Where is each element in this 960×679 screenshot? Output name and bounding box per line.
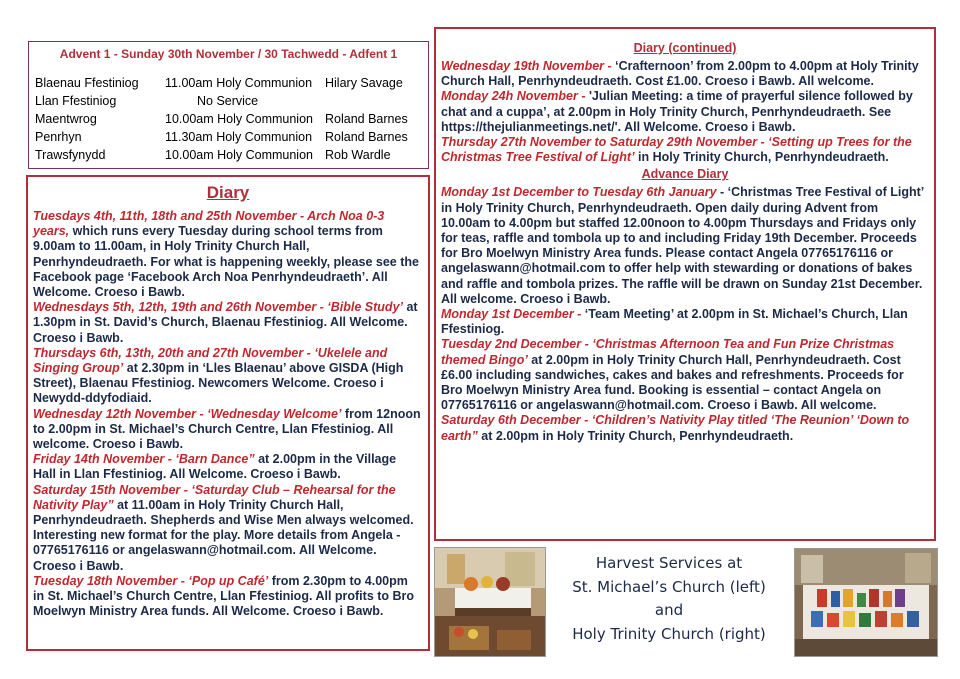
harvest-line: Harvest Services at [595,554,743,572]
entry-text: at 2.00pm in Holy Trinity Church, Penrhyndeudraeth. [477,428,794,443]
entry-heading: Tuesday 18th November - ‘Pop up Café’ [33,573,269,588]
harvest-caption [549,552,789,646]
entry-heading: Friday 14th November - ‘Barn Dance” [33,452,255,467]
harvest-photo-right-image [795,549,937,656]
advent-place: Blaenau Ffestiniog [35,76,139,90]
diary-box [26,175,430,651]
advent-place: Maentwrog [35,112,97,126]
advance-diary-title: Advance Diary [641,167,729,182]
advent-title: Advent 1 - Sunday 30th November / 30 Tachwedd - Adfent 1 [59,47,398,61]
diary-entry [441,307,928,337]
harvest-photo-left-image [435,548,545,656]
entry-text: - ‘Christmas Tree Festival of Light’ in Holy Trinity Church, Penrhyndeudraeth. Open daily during Advent from 10.00am to 4.00pm but staffed 12.00noon to 4.00pm Thursdays and Fridays only for teas, raffle and tombola up to and including Friday 19th December. Proceeds for Bro Moelwyn Ministry Area funds. Please contact Angela 07765176116 or angelaswann@hotmail.com to offer help with stewarding or donations of bakes and raffle and tombola prizes. The raffle will be drawn on Sunday 21st December. All welcome. Croeso i Bawb. [441,185,924,306]
entry-text: in Holy Trinity Church, Penrhyndeudraeth. [634,150,889,165]
advent-service: 11.00am Holy Communion [165,76,313,90]
entry-text: ‘Team Meeting’ at 2.00pm in St. Michael’s Church, Llan Ffestiniog. [441,307,908,337]
entry-text: at 11.00am in Holy Trinity Church Hall, Penrhyndeudraeth. Shepherds and Wise Men always welcomed. Interesting new format for the play. More details from Angela - 07765176116 or angelaswann@hotmail.com. All Welcome. Croeso i Bawb. [33,497,414,573]
entry-heading: Saturday 15th November - ‘Saturday Club – Rehearsal for the Nativity Play” [33,482,396,512]
advent-row [35,112,425,130]
advent-service: 11.30am Holy Communion [165,130,313,144]
advent-row [35,94,425,112]
advent-place: Penrhyn [35,130,82,144]
advent-row [35,148,425,166]
entry-heading: Wednesdays 5th, 12th, 19th and 26th November - ‘Bible Study’ [33,300,403,315]
diary-entry [33,483,422,574]
diary-entry [441,59,928,89]
diary-title: Diary [206,183,250,202]
harvest-line: and [654,601,684,619]
advent-services-table [35,76,425,166]
diary-entry [33,407,422,453]
holy-trinity-harvest-photo [794,548,938,657]
diary-entry [441,89,928,135]
diary-continued-title: Diary (continued) [633,41,737,55]
diary-entry [441,135,928,165]
entry-heading: Thursdays 6th, 13th, 20th and 27th November - ‘Ukelele and Singing Group’ [33,345,388,376]
advent-minister: Hilary Savage [325,76,403,90]
harvest-line: Holy Trinity Church (right) [572,624,766,643]
entry-heading: Monday 24h November - [441,89,586,104]
entry-heading: Thursday 27th November to Saturday 29th November - ‘Setting up Trees for the Christmas Tree Festival of Light’ [441,135,912,165]
advent-place: Trawsfynydd [35,148,106,162]
advent-row [35,130,425,148]
diary-continued-box [434,27,936,541]
diary-entry [441,185,928,307]
diary-entry [441,337,928,413]
diary-entry [33,574,422,620]
harvest-line: St. Michael’s Church (left) [572,577,766,596]
entry-text: at 1.30pm in St. David’s Church, Blaenau Ffestiniog. All Welcome. Croeso i Bawb. [33,300,418,345]
advent-services-box [28,41,429,169]
entry-text: from 2.30pm to 4.00pm in St. Michael’s Church Centre, Llan Ffestiniog. All profits to Bro Moelwyn Ministry Area funds. All Welcome. Croeso i Bawb. [33,573,415,619]
diary-entry [33,452,422,482]
entry-text: from 12noon to 2.00pm in St. Michael’s Church Centre, Llan Ffestiniog. All welcome. Croeso i Bawb. [33,406,421,452]
st-michaels-harvest-photo [434,547,546,657]
entry-text: which runs every Tuesday during school terms from 9.00am to 11.00am, in Holy Trinity Church Hall, Penrhyndeudraeth. For what is happening weekly, please see the Facebook page ‘Facebook Arch Noa Penrhyndeudraeth’. All Welcome. Croeso i Bawb. [33,224,419,300]
diary-entry [33,346,422,407]
advance-diary-entries [436,185,934,443]
diary-entries [28,209,428,619]
entry-text: at 2.00pm in the Village Hall in Llan Ffestiniog. All Welcome. Croeso i Bawb. [33,452,397,482]
entry-text: 'Julian Meeting: a time of prayerful silence followed by chat and a cuppa’, at 2.00pm in Holy Trinity Church, Penrhyndeudraeth. See https://thejulianmeetings.net/'. All Welcome. Croeso i Bawb. [441,89,913,134]
advent-place: Llan Ffestiniog [35,94,117,108]
entry-heading: Tuesday 2nd December - ‘Christmas Afternoon Tea and Fun Prize Christmas themed Bingo’ [441,337,895,367]
entry-heading: Wednesday 19th November - [441,59,612,73]
diary-entry [441,413,928,443]
advent-minister: Roland Barnes [325,130,408,144]
advent-row [35,76,425,94]
entry-text: ‘Crafternoon’ from 2.00pm to 4.00pm at Holy Trinity Church Hall, Penrhyndeudraeth. Cost £1.00. Croeso i Bawb. All welcome. [441,59,919,89]
advent-minister: Roland Barnes [325,112,408,126]
entry-heading: Wednesday 12th November - ‘Wednesday Welcome’ [33,406,342,421]
advent-service: 10.00am Holy Communion [165,112,313,126]
entry-heading: Monday 1st December - [441,307,582,322]
entry-heading: Tuesdays 4th, 11th, 18th and 25th November - Arch Noa 0-3 years, [33,209,385,239]
diary-entry [33,209,422,300]
entry-heading: Monday 1st December to Tuesday 6th January [441,185,717,200]
advent-service: 10.00am Holy Communion [165,148,313,162]
entry-heading: Saturday 6th December - ‘Children’s Nativity Play titled ‘The Reunion’ ‘Down to earth” [441,413,910,443]
advent-minister: Rob Wardle [325,148,391,162]
entry-text: at 2.00pm in Holy Trinity Church Hall, Penrhyndeudraeth. Cost £6.00 including sandwiches, cakes and bakes and refreshments. Proceeds for Bro Moelwyn Ministry Area fund. Booking is essential – contact Angela on 07765176116 or angelaswann@hotmail.com. Croeso i Bawb. All welcome. [441,352,904,413]
diary-entry [33,300,422,346]
entry-text: at 2.30pm in ‘Lles Blaenau’ above GISDA (High Street), Blaenau Ffestiniog. Newcomers Welcome. Croeso i Newydd-ddyfodiaid. [33,361,404,406]
diary-continued-entries [436,59,934,165]
advent-service: No Service [197,94,259,108]
